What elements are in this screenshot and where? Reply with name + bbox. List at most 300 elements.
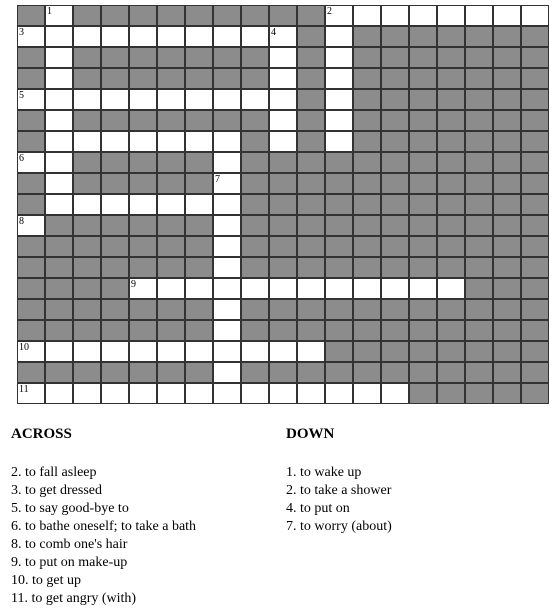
grid-cell-blocked	[17, 5, 45, 26]
grid-cell-blocked	[437, 299, 465, 320]
grid-cell-empty[interactable]	[45, 194, 73, 215]
grid-cell-blocked	[73, 257, 101, 278]
grid-cell-empty[interactable]	[409, 5, 437, 26]
grid-cell-empty[interactable]	[185, 341, 213, 362]
grid-cell-blocked	[101, 278, 129, 299]
grid-cell-empty[interactable]	[129, 341, 157, 362]
grid-cell-blocked	[325, 152, 353, 173]
grid-cell-blocked	[521, 194, 549, 215]
grid-cell-blocked	[381, 173, 409, 194]
grid-cell-blocked	[353, 320, 381, 341]
grid-cell-blocked	[353, 26, 381, 47]
grid-cell-empty[interactable]	[185, 194, 213, 215]
grid-cell-blocked	[129, 257, 157, 278]
across-clue-8: 8. to comb one's hair	[11, 537, 128, 552]
grid-cell-blocked	[381, 110, 409, 131]
grid-cell-numbered[interactable]	[325, 5, 353, 26]
grid-cell-blocked	[185, 110, 213, 131]
grid-cell-blocked	[325, 341, 353, 362]
grid-cell-blocked	[297, 68, 325, 89]
grid-cell-empty[interactable]	[129, 194, 157, 215]
grid-cell-numbered[interactable]	[129, 278, 157, 299]
grid-cell-empty[interactable]	[325, 47, 353, 68]
grid-cell-blocked	[17, 236, 45, 257]
grid-cell-blocked	[73, 215, 101, 236]
grid-cell-empty[interactable]	[213, 341, 241, 362]
grid-cell-blocked	[381, 236, 409, 257]
grid-cell-blocked	[45, 215, 73, 236]
clue-number: 8	[19, 216, 24, 227]
grid-cell-blocked	[73, 236, 101, 257]
grid-cell-empty[interactable]	[213, 236, 241, 257]
grid-cell-blocked	[129, 320, 157, 341]
grid-cell-blocked	[409, 320, 437, 341]
grid-cell-blocked	[17, 257, 45, 278]
grid-cell-blocked	[241, 320, 269, 341]
grid-cell-empty[interactable]	[353, 278, 381, 299]
grid-cell-blocked	[493, 299, 521, 320]
grid-cell-blocked	[213, 68, 241, 89]
grid-cell-blocked	[409, 236, 437, 257]
grid-cell-empty[interactable]	[157, 26, 185, 47]
grid-cell-blocked	[17, 278, 45, 299]
grid-cell-blocked	[465, 278, 493, 299]
grid-cell-blocked	[353, 68, 381, 89]
grid-cell-blocked	[409, 26, 437, 47]
grid-cell-blocked	[17, 68, 45, 89]
grid-cell-blocked	[521, 131, 549, 152]
grid-cell-blocked	[157, 320, 185, 341]
grid-cell-blocked	[73, 110, 101, 131]
grid-cell-blocked	[17, 47, 45, 68]
grid-cell-empty[interactable]	[325, 278, 353, 299]
grid-cell-blocked	[409, 383, 437, 404]
grid-cell-empty[interactable]	[409, 278, 437, 299]
grid-cell-empty[interactable]	[45, 341, 73, 362]
grid-cell-blocked	[73, 320, 101, 341]
grid-cell-blocked	[129, 47, 157, 68]
grid-cell-blocked	[185, 362, 213, 383]
grid-cell-empty[interactable]	[45, 47, 73, 68]
grid-cell-blocked	[437, 194, 465, 215]
grid-cell-blocked	[353, 110, 381, 131]
down-clue-4: 4. to put on	[286, 501, 350, 516]
grid-cell-empty[interactable]	[325, 383, 353, 404]
across-clue-6: 6. to bathe oneself; to take a bath	[11, 519, 197, 534]
grid-cell-blocked	[465, 89, 493, 110]
grid-cell-empty[interactable]	[101, 194, 129, 215]
grid-cell-empty[interactable]	[185, 26, 213, 47]
grid-cell-empty[interactable]	[241, 26, 269, 47]
grid-cell-blocked	[409, 341, 437, 362]
grid-cell-empty[interactable]	[269, 47, 297, 68]
grid-cell-blocked	[17, 131, 45, 152]
grid-cell-empty[interactable]	[73, 194, 101, 215]
grid-cell-empty[interactable]	[325, 131, 353, 152]
grid-cell-blocked	[17, 362, 45, 383]
grid-cell-empty[interactable]	[213, 299, 241, 320]
grid-cell-numbered[interactable]	[269, 26, 297, 47]
grid-cell-empty[interactable]	[269, 341, 297, 362]
grid-cell-blocked	[353, 152, 381, 173]
grid-cell-empty[interactable]	[45, 89, 73, 110]
grid-cell-blocked	[353, 362, 381, 383]
grid-cell-numbered[interactable]	[17, 152, 45, 173]
grid-cell-empty[interactable]	[213, 257, 241, 278]
grid-cell-blocked	[353, 215, 381, 236]
grid-cell-blocked	[297, 89, 325, 110]
grid-cell-blocked	[465, 257, 493, 278]
grid-cell-blocked	[185, 152, 213, 173]
grid-cell-empty[interactable]	[129, 26, 157, 47]
grid-cell-blocked	[521, 257, 549, 278]
grid-cell-blocked	[17, 299, 45, 320]
grid-cell-blocked	[241, 5, 269, 26]
grid-cell-blocked	[493, 68, 521, 89]
grid-cell-blocked	[269, 173, 297, 194]
grid-cell-blocked	[493, 362, 521, 383]
grid-cell-blocked	[157, 47, 185, 68]
grid-cell-blocked	[521, 110, 549, 131]
grid-cell-empty[interactable]	[101, 383, 129, 404]
grid-cell-empty[interactable]	[73, 26, 101, 47]
across-clue-10: 10. to get up	[11, 573, 81, 588]
grid-cell-blocked	[241, 215, 269, 236]
grid-cell-empty[interactable]	[241, 383, 269, 404]
grid-cell-empty[interactable]	[437, 5, 465, 26]
grid-cell-blocked	[409, 194, 437, 215]
grid-cell-blocked	[465, 173, 493, 194]
grid-cell-empty[interactable]	[185, 131, 213, 152]
grid-cell-blocked	[157, 5, 185, 26]
grid-cell-blocked	[241, 47, 269, 68]
grid-cell-blocked	[101, 257, 129, 278]
grid-cell-empty[interactable]	[269, 383, 297, 404]
grid-cell-blocked	[45, 299, 73, 320]
grid-cell-blocked	[381, 320, 409, 341]
grid-cell-empty[interactable]	[437, 278, 465, 299]
grid-cell-blocked	[101, 152, 129, 173]
grid-cell-blocked	[269, 5, 297, 26]
grid-cell-blocked	[157, 68, 185, 89]
grid-cell-blocked	[241, 236, 269, 257]
grid-cell-empty[interactable]	[45, 152, 73, 173]
across-clue-9: 9. to put on make-up	[11, 555, 128, 570]
grid-cell-blocked	[185, 68, 213, 89]
grid-cell-blocked	[521, 68, 549, 89]
grid-cell-blocked	[157, 299, 185, 320]
grid-cell-blocked	[241, 110, 269, 131]
grid-cell-blocked	[521, 341, 549, 362]
grid-cell-blocked	[73, 47, 101, 68]
grid-cell-blocked	[297, 26, 325, 47]
grid-cell-empty[interactable]	[213, 383, 241, 404]
down-clues	[286, 425, 392, 536]
grid-cell-empty[interactable]	[73, 341, 101, 362]
grid-cell-blocked	[493, 152, 521, 173]
grid-cell-blocked	[465, 68, 493, 89]
grid-cell-empty[interactable]	[101, 26, 129, 47]
grid-cell-blocked	[73, 152, 101, 173]
grid-cell-blocked	[437, 89, 465, 110]
grid-cell-blocked	[297, 5, 325, 26]
grid-cell-empty[interactable]	[213, 362, 241, 383]
grid-cell-blocked	[297, 362, 325, 383]
grid-cell-empty[interactable]	[45, 26, 73, 47]
down-heading: DOWN	[286, 426, 335, 442]
grid-cell-blocked	[381, 257, 409, 278]
grid-cell-blocked	[101, 68, 129, 89]
grid-cell-empty[interactable]	[185, 89, 213, 110]
grid-cell-empty[interactable]	[213, 194, 241, 215]
grid-cell-empty[interactable]	[45, 383, 73, 404]
grid-cell-blocked	[157, 215, 185, 236]
grid-cell-blocked	[101, 299, 129, 320]
grid-cell-blocked	[437, 26, 465, 47]
grid-cell-numbered[interactable]	[17, 26, 45, 47]
across-clue-3: 3. to get dressed	[11, 483, 102, 498]
grid-cell-blocked	[73, 5, 101, 26]
grid-cell-blocked	[157, 110, 185, 131]
grid-cell-blocked	[297, 173, 325, 194]
grid-cell-empty[interactable]	[213, 26, 241, 47]
grid-cell-blocked	[521, 215, 549, 236]
grid-cell-blocked	[45, 362, 73, 383]
grid-cell-blocked	[269, 215, 297, 236]
across-clues	[11, 425, 196, 608]
grid-cell-empty[interactable]	[101, 89, 129, 110]
grid-cell-blocked	[353, 131, 381, 152]
grid-cell-blocked	[353, 341, 381, 362]
grid-cell-blocked	[381, 341, 409, 362]
grid-cell-blocked	[465, 47, 493, 68]
grid-cell-empty[interactable]	[129, 131, 157, 152]
grid-cell-empty[interactable]	[381, 383, 409, 404]
grid-cell-blocked	[185, 5, 213, 26]
grid-cell-blocked	[521, 26, 549, 47]
grid-cell-blocked	[465, 236, 493, 257]
grid-cell-blocked	[101, 47, 129, 68]
grid-cell-empty[interactable]	[213, 89, 241, 110]
grid-cell-blocked	[437, 173, 465, 194]
grid-cell-numbered[interactable]	[17, 215, 45, 236]
grid-cell-empty[interactable]	[241, 341, 269, 362]
grid-cell-empty[interactable]	[297, 278, 325, 299]
grid-cell-blocked	[73, 278, 101, 299]
grid-cell-blocked	[101, 5, 129, 26]
grid-cell-empty[interactable]	[73, 383, 101, 404]
grid-cell-blocked	[437, 320, 465, 341]
grid-cell-blocked	[101, 236, 129, 257]
grid-cell-blocked	[521, 320, 549, 341]
grid-cell-empty[interactable]	[213, 131, 241, 152]
grid-cell-blocked	[17, 194, 45, 215]
grid-cell-blocked	[465, 299, 493, 320]
grid-cell-blocked	[129, 236, 157, 257]
grid-cell-empty[interactable]	[325, 89, 353, 110]
grid-cell-empty[interactable]	[521, 5, 549, 26]
crossword-grid	[17, 5, 549, 404]
grid-cell-empty[interactable]	[157, 194, 185, 215]
grid-cell-blocked	[437, 257, 465, 278]
grid-cell-empty[interactable]	[101, 341, 129, 362]
grid-cell-empty[interactable]	[297, 341, 325, 362]
grid-cell-numbered[interactable]	[17, 341, 45, 362]
grid-cell-blocked	[185, 236, 213, 257]
grid-cell-blocked	[437, 110, 465, 131]
clue-number: 4	[271, 27, 276, 38]
grid-cell-empty[interactable]	[269, 278, 297, 299]
grid-cell-empty[interactable]	[129, 89, 157, 110]
grid-cell-blocked	[465, 26, 493, 47]
grid-cell-empty[interactable]	[157, 278, 185, 299]
grid-cell-blocked	[45, 320, 73, 341]
grid-cell-blocked	[409, 68, 437, 89]
grid-cell-blocked	[129, 362, 157, 383]
grid-cell-blocked	[493, 257, 521, 278]
grid-cell-blocked	[241, 173, 269, 194]
grid-cell-blocked	[17, 173, 45, 194]
grid-cell-blocked	[381, 47, 409, 68]
grid-cell-empty[interactable]	[73, 89, 101, 110]
grid-cell-empty[interactable]	[45, 110, 73, 131]
grid-cell-empty[interactable]	[241, 278, 269, 299]
grid-cell-empty[interactable]	[45, 131, 73, 152]
across-heading: ACROSS	[11, 426, 72, 442]
grid-cell-empty[interactable]	[157, 131, 185, 152]
grid-cell-numbered[interactable]	[17, 383, 45, 404]
grid-cell-empty[interactable]	[353, 5, 381, 26]
grid-cell-blocked	[521, 47, 549, 68]
grid-cell-blocked	[185, 320, 213, 341]
down-clue-2: 2. to take a shower	[286, 483, 392, 498]
grid-cell-blocked	[521, 89, 549, 110]
grid-cell-empty[interactable]	[213, 152, 241, 173]
grid-cell-blocked	[45, 278, 73, 299]
grid-cell-blocked	[17, 320, 45, 341]
grid-cell-blocked	[437, 236, 465, 257]
grid-cell-empty[interactable]	[297, 383, 325, 404]
grid-cell-empty[interactable]	[325, 26, 353, 47]
grid-cell-blocked	[409, 47, 437, 68]
grid-cell-blocked	[381, 68, 409, 89]
grid-cell-blocked	[325, 236, 353, 257]
grid-cell-blocked	[129, 215, 157, 236]
grid-cell-empty[interactable]	[157, 341, 185, 362]
grid-cell-blocked	[73, 362, 101, 383]
grid-cell-blocked	[185, 299, 213, 320]
grid-cell-blocked	[381, 26, 409, 47]
grid-cell-blocked	[269, 152, 297, 173]
grid-cell-blocked	[185, 47, 213, 68]
grid-cell-blocked	[297, 257, 325, 278]
grid-cell-blocked	[269, 194, 297, 215]
grid-cell-empty[interactable]	[73, 131, 101, 152]
grid-cell-blocked	[381, 215, 409, 236]
grid-cell-blocked	[409, 173, 437, 194]
grid-cell-empty[interactable]	[185, 383, 213, 404]
grid-cell-blocked	[129, 173, 157, 194]
grid-cell-blocked	[409, 152, 437, 173]
grid-cell-blocked	[297, 152, 325, 173]
grid-cell-blocked	[521, 299, 549, 320]
grid-cell-blocked	[493, 26, 521, 47]
grid-cell-blocked	[269, 257, 297, 278]
grid-cell-empty[interactable]	[353, 383, 381, 404]
grid-cell-empty[interactable]	[381, 278, 409, 299]
grid-cell-blocked	[325, 320, 353, 341]
grid-cell-blocked	[297, 215, 325, 236]
grid-cell-empty[interactable]	[493, 5, 521, 26]
grid-cell-blocked	[325, 215, 353, 236]
grid-cell-empty[interactable]	[185, 278, 213, 299]
grid-cell-blocked	[297, 194, 325, 215]
grid-cell-blocked	[521, 383, 549, 404]
grid-cell-blocked	[465, 362, 493, 383]
clue-number: 6	[19, 153, 24, 164]
grid-cell-blocked	[325, 362, 353, 383]
grid-cell-empty[interactable]	[269, 110, 297, 131]
grid-cell-blocked	[465, 341, 493, 362]
grid-cell-blocked	[101, 173, 129, 194]
grid-cell-blocked	[297, 299, 325, 320]
grid-cell-blocked	[493, 194, 521, 215]
grid-cell-blocked	[185, 215, 213, 236]
grid-cell-blocked	[493, 215, 521, 236]
grid-cell-blocked	[381, 194, 409, 215]
grid-cell-empty[interactable]	[157, 89, 185, 110]
grid-cell-empty[interactable]	[129, 383, 157, 404]
grid-cell-empty[interactable]	[269, 68, 297, 89]
grid-cell-empty[interactable]	[269, 131, 297, 152]
grid-cell-empty[interactable]	[381, 5, 409, 26]
grid-cell-empty[interactable]	[325, 68, 353, 89]
grid-cell-numbered[interactable]	[17, 89, 45, 110]
grid-cell-empty[interactable]	[213, 215, 241, 236]
grid-cell-empty[interactable]	[269, 89, 297, 110]
grid-cell-empty[interactable]	[213, 320, 241, 341]
grid-cell-blocked	[269, 299, 297, 320]
grid-cell-blocked	[213, 110, 241, 131]
grid-cell-empty[interactable]	[45, 68, 73, 89]
grid-cell-empty[interactable]	[325, 110, 353, 131]
grid-cell-blocked	[241, 152, 269, 173]
grid-cell-empty[interactable]	[101, 131, 129, 152]
grid-cell-blocked	[157, 257, 185, 278]
grid-cell-empty[interactable]	[157, 383, 185, 404]
grid-cell-blocked	[493, 89, 521, 110]
grid-cell-empty[interactable]	[45, 173, 73, 194]
clue-number: 3	[19, 27, 24, 38]
grid-cell-empty[interactable]	[241, 89, 269, 110]
clue-number: 7	[215, 174, 220, 185]
grid-cell-empty[interactable]	[465, 5, 493, 26]
grid-cell-numbered[interactable]	[45, 5, 73, 26]
grid-cell-blocked	[45, 236, 73, 257]
grid-cell-blocked	[353, 47, 381, 68]
grid-cell-blocked	[437, 383, 465, 404]
grid-cell-blocked	[409, 362, 437, 383]
grid-cell-blocked	[465, 131, 493, 152]
grid-cell-blocked	[297, 47, 325, 68]
grid-cell-blocked	[521, 278, 549, 299]
grid-cell-numbered[interactable]	[213, 173, 241, 194]
grid-cell-empty[interactable]	[213, 278, 241, 299]
clue-number: 10	[19, 342, 29, 353]
grid-cell-blocked	[185, 173, 213, 194]
grid-cell-blocked	[437, 131, 465, 152]
grid-cell-blocked	[381, 362, 409, 383]
